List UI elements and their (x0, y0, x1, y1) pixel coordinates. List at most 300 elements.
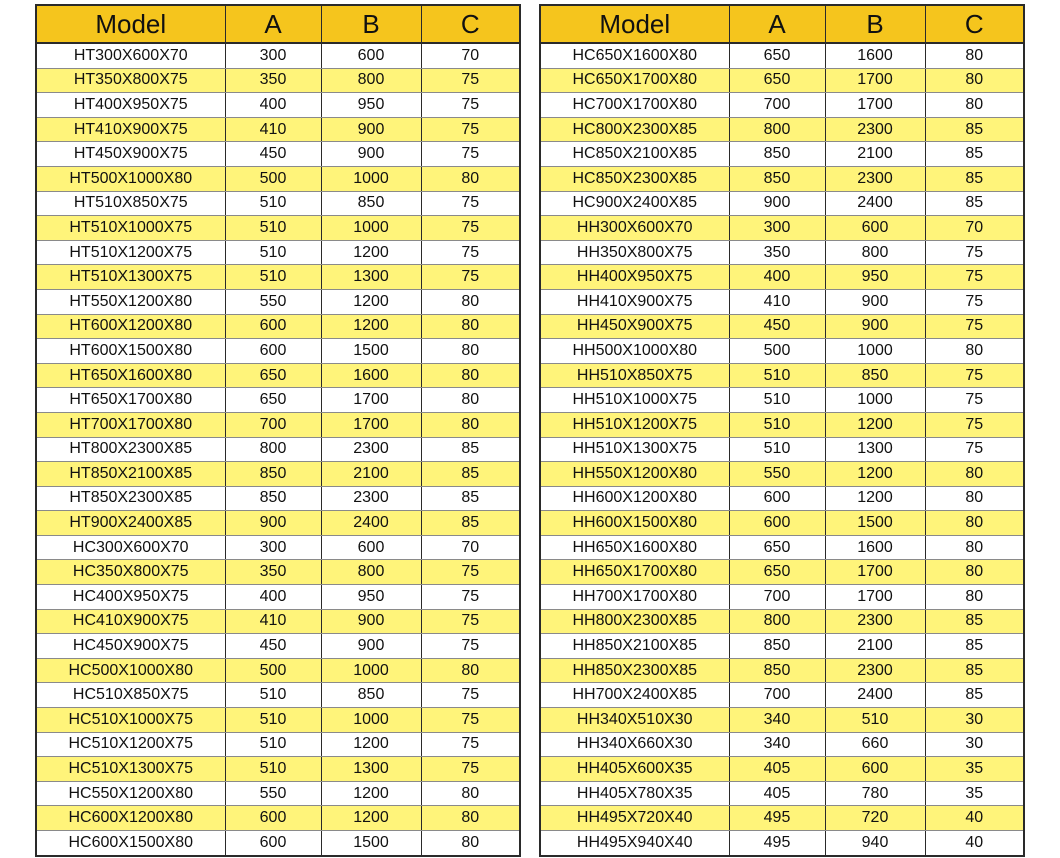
table-row (540, 43, 1024, 68)
cell-b: 1000 (825, 339, 925, 364)
cell-model: HH800X2300X85 (540, 609, 729, 634)
cell-c: 85 (925, 634, 1024, 659)
cell-model: HT500X1000X80 (36, 166, 225, 191)
table-row (36, 240, 520, 265)
table-row (36, 142, 520, 167)
table-header-row (36, 5, 520, 43)
cell-c: 70 (421, 535, 520, 560)
cell-model: HT510X1200X75 (36, 240, 225, 265)
table-row (36, 314, 520, 339)
cell-c: 85 (925, 191, 1024, 216)
table-row (36, 535, 520, 560)
cell-model: HH650X1700X80 (540, 560, 729, 585)
header-model: Model (540, 5, 729, 43)
cell-model: HC850X2300X85 (540, 166, 729, 191)
table-row (36, 388, 520, 413)
cell-b: 2300 (825, 166, 925, 191)
cell-a: 700 (729, 93, 825, 118)
header-a: A (225, 5, 321, 43)
cell-c: 75 (925, 412, 1024, 437)
cell-model: HC650X1600X80 (540, 43, 729, 68)
cell-c: 75 (421, 117, 520, 142)
cell-model: HC800X2300X85 (540, 117, 729, 142)
cell-a: 800 (729, 117, 825, 142)
cell-b: 1000 (321, 708, 421, 733)
cell-a: 650 (729, 535, 825, 560)
table-row (540, 535, 1024, 560)
table-row (540, 757, 1024, 782)
cell-c: 30 (925, 708, 1024, 733)
cell-b: 1200 (321, 289, 421, 314)
cell-c: 75 (421, 585, 520, 610)
table-row (540, 486, 1024, 511)
table-row (36, 708, 520, 733)
table-row (540, 216, 1024, 241)
cell-b: 1300 (825, 437, 925, 462)
cell-model: HT510X1000X75 (36, 216, 225, 241)
cell-c: 75 (421, 560, 520, 585)
cell-b: 900 (321, 142, 421, 167)
cell-model: HT400X950X75 (36, 93, 225, 118)
cell-model: HT600X1200X80 (36, 314, 225, 339)
cell-c: 80 (925, 43, 1024, 68)
cell-b: 2100 (825, 634, 925, 659)
table-row (36, 806, 520, 831)
cell-a: 700 (729, 683, 825, 708)
cell-model: HC650X1700X80 (540, 68, 729, 93)
cell-a: 850 (729, 634, 825, 659)
cell-c: 80 (421, 831, 520, 856)
table-row (36, 683, 520, 708)
cell-a: 550 (225, 781, 321, 806)
cell-model: HH510X1300X75 (540, 437, 729, 462)
cell-model: HH650X1600X80 (540, 535, 729, 560)
cell-c: 80 (421, 289, 520, 314)
cell-model: HH510X850X75 (540, 363, 729, 388)
cell-a: 405 (729, 781, 825, 806)
cell-c: 75 (421, 708, 520, 733)
cell-c: 40 (925, 806, 1024, 831)
cell-model: HC410X900X75 (36, 609, 225, 634)
cell-a: 400 (729, 265, 825, 290)
cell-b: 2300 (825, 658, 925, 683)
cell-c: 40 (925, 831, 1024, 856)
cell-model: HT510X850X75 (36, 191, 225, 216)
cell-model: HH400X950X75 (540, 265, 729, 290)
cell-model: HC600X1500X80 (36, 831, 225, 856)
cell-c: 80 (421, 781, 520, 806)
cell-model: HT450X900X75 (36, 142, 225, 167)
cell-b: 1300 (321, 757, 421, 782)
header-model: Model (36, 5, 225, 43)
table-row (36, 93, 520, 118)
cell-a: 350 (225, 560, 321, 585)
cell-b: 1200 (825, 486, 925, 511)
table-row (540, 511, 1024, 536)
cell-model: HH410X900X75 (540, 289, 729, 314)
cell-a: 650 (225, 388, 321, 413)
cell-model: HH850X2100X85 (540, 634, 729, 659)
cell-c: 75 (925, 363, 1024, 388)
cell-b: 660 (825, 732, 925, 757)
table-row (36, 43, 520, 68)
cell-model: HT850X2100X85 (36, 462, 225, 487)
cell-a: 510 (225, 240, 321, 265)
cell-c: 80 (421, 658, 520, 683)
cell-b: 1600 (825, 535, 925, 560)
cell-model: HC850X2100X85 (540, 142, 729, 167)
cell-c: 85 (421, 462, 520, 487)
cell-c: 75 (421, 68, 520, 93)
cell-c: 75 (421, 265, 520, 290)
cell-b: 940 (825, 831, 925, 856)
table-row (36, 831, 520, 856)
cell-b: 1200 (825, 412, 925, 437)
cell-c: 80 (421, 388, 520, 413)
cell-a: 850 (729, 658, 825, 683)
cell-a: 510 (225, 191, 321, 216)
table-row (36, 585, 520, 610)
table-row (540, 68, 1024, 93)
table-row (36, 166, 520, 191)
cell-b: 1700 (321, 388, 421, 413)
cell-model: HH495X720X40 (540, 806, 729, 831)
cell-model: HH405X780X35 (540, 781, 729, 806)
cell-a: 510 (729, 388, 825, 413)
cell-a: 410 (225, 609, 321, 634)
table-row (36, 486, 520, 511)
cell-b: 510 (825, 708, 925, 733)
table-row (540, 609, 1024, 634)
cell-b: 1300 (321, 265, 421, 290)
cell-c: 80 (421, 806, 520, 831)
table-row (36, 634, 520, 659)
table-row (540, 683, 1024, 708)
cell-b: 1200 (321, 732, 421, 757)
table-body (36, 43, 520, 856)
table-row (36, 511, 520, 536)
cell-a: 510 (225, 265, 321, 290)
cell-c: 80 (421, 339, 520, 364)
table-row (540, 363, 1024, 388)
cell-c: 75 (421, 142, 520, 167)
table-row (540, 781, 1024, 806)
cell-a: 600 (225, 806, 321, 831)
cell-b: 1700 (825, 585, 925, 610)
cell-c: 75 (421, 757, 520, 782)
cell-b: 1600 (321, 363, 421, 388)
cell-b: 1600 (825, 43, 925, 68)
cell-c: 85 (421, 437, 520, 462)
cell-model: HT410X900X75 (36, 117, 225, 142)
table-row (540, 339, 1024, 364)
cell-a: 600 (729, 486, 825, 511)
cell-a: 800 (729, 609, 825, 634)
cell-b: 900 (321, 609, 421, 634)
cell-model: HT850X2300X85 (36, 486, 225, 511)
cell-b: 1500 (321, 831, 421, 856)
cell-model: HH510X1000X75 (540, 388, 729, 413)
cell-a: 650 (729, 560, 825, 585)
cell-model: HH450X900X75 (540, 314, 729, 339)
cell-model: HC400X950X75 (36, 585, 225, 610)
table-row (36, 339, 520, 364)
table-row (540, 658, 1024, 683)
cell-a: 350 (729, 240, 825, 265)
cell-b: 1000 (321, 658, 421, 683)
cell-b: 2400 (825, 683, 925, 708)
cell-b: 950 (321, 93, 421, 118)
cell-c: 80 (925, 511, 1024, 536)
cell-c: 85 (421, 486, 520, 511)
cell-a: 650 (225, 363, 321, 388)
header-c: C (925, 5, 1024, 43)
cell-a: 510 (225, 757, 321, 782)
spec-table-left (35, 4, 521, 857)
cell-b: 2300 (825, 609, 925, 634)
cell-a: 510 (225, 708, 321, 733)
cell-model: HT900X2400X85 (36, 511, 225, 536)
table-body (540, 43, 1024, 856)
table-row (36, 68, 520, 93)
table-row (540, 560, 1024, 585)
cell-model: HT300X600X70 (36, 43, 225, 68)
cell-b: 2300 (825, 117, 925, 142)
cell-model: HH340X510X30 (540, 708, 729, 733)
cell-b: 900 (321, 117, 421, 142)
cell-a: 510 (729, 363, 825, 388)
table-row (540, 93, 1024, 118)
cell-b: 950 (321, 585, 421, 610)
header-a: A (729, 5, 825, 43)
cell-model: HH600X1500X80 (540, 511, 729, 536)
cell-b: 2300 (321, 437, 421, 462)
cell-c: 80 (421, 314, 520, 339)
cell-c: 35 (925, 757, 1024, 782)
table-row (540, 462, 1024, 487)
cell-a: 700 (225, 412, 321, 437)
cell-model: HT600X1500X80 (36, 339, 225, 364)
cell-model: HC450X900X75 (36, 634, 225, 659)
cell-c: 75 (925, 314, 1024, 339)
cell-b: 1500 (825, 511, 925, 536)
cell-b: 2100 (825, 142, 925, 167)
cell-a: 650 (729, 43, 825, 68)
cell-a: 900 (729, 191, 825, 216)
cell-a: 600 (729, 511, 825, 536)
table-row (540, 585, 1024, 610)
cell-a: 500 (729, 339, 825, 364)
cell-b: 900 (825, 289, 925, 314)
table-row (36, 117, 520, 142)
cell-a: 500 (225, 166, 321, 191)
table-row (36, 412, 520, 437)
cell-c: 80 (421, 363, 520, 388)
cell-model: HC510X1000X75 (36, 708, 225, 733)
cell-model: HC350X800X75 (36, 560, 225, 585)
cell-a: 450 (729, 314, 825, 339)
cell-model: HT650X1600X80 (36, 363, 225, 388)
cell-b: 850 (321, 191, 421, 216)
table-row (540, 412, 1024, 437)
table-row (36, 658, 520, 683)
cell-b: 2300 (321, 486, 421, 511)
table-row (540, 314, 1024, 339)
cell-c: 70 (421, 43, 520, 68)
cell-model: HH850X2300X85 (540, 658, 729, 683)
cell-a: 495 (729, 806, 825, 831)
cell-c: 75 (421, 634, 520, 659)
spec-table-right (539, 4, 1025, 857)
cell-c: 75 (421, 683, 520, 708)
cell-c: 75 (421, 732, 520, 757)
cell-model: HH500X1000X80 (540, 339, 729, 364)
cell-a: 500 (225, 658, 321, 683)
cell-b: 800 (825, 240, 925, 265)
table-row (540, 191, 1024, 216)
cell-a: 510 (225, 683, 321, 708)
cell-c: 30 (925, 732, 1024, 757)
cell-c: 80 (925, 560, 1024, 585)
cell-b: 600 (825, 216, 925, 241)
cell-b: 1700 (825, 560, 925, 585)
cell-a: 900 (225, 511, 321, 536)
cell-a: 600 (225, 339, 321, 364)
cell-a: 405 (729, 757, 825, 782)
cell-c: 80 (925, 585, 1024, 610)
header-c: C (421, 5, 520, 43)
cell-b: 1200 (825, 462, 925, 487)
table-row (36, 363, 520, 388)
cell-model: HT800X2300X85 (36, 437, 225, 462)
cell-b: 1200 (321, 781, 421, 806)
cell-c: 75 (421, 609, 520, 634)
cell-c: 85 (925, 166, 1024, 191)
cell-a: 650 (729, 68, 825, 93)
cell-a: 510 (225, 732, 321, 757)
cell-c: 80 (925, 339, 1024, 364)
cell-c: 75 (925, 289, 1024, 314)
cell-a: 300 (729, 216, 825, 241)
cell-c: 80 (421, 166, 520, 191)
cell-a: 400 (225, 93, 321, 118)
cell-a: 300 (225, 535, 321, 560)
cell-b: 850 (825, 363, 925, 388)
cell-b: 600 (321, 43, 421, 68)
cell-b: 1700 (825, 68, 925, 93)
cell-c: 85 (925, 609, 1024, 634)
cell-model: HC510X1200X75 (36, 732, 225, 757)
table-row (540, 732, 1024, 757)
table-row (540, 634, 1024, 659)
cell-b: 950 (825, 265, 925, 290)
table-row (540, 265, 1024, 290)
cell-a: 550 (225, 289, 321, 314)
cell-a: 850 (729, 142, 825, 167)
table-row (540, 806, 1024, 831)
cell-model: HC700X1700X80 (540, 93, 729, 118)
cell-a: 550 (729, 462, 825, 487)
cell-b: 1200 (321, 806, 421, 831)
cell-model: HT650X1700X80 (36, 388, 225, 413)
cell-model: HC300X600X70 (36, 535, 225, 560)
cell-b: 780 (825, 781, 925, 806)
cell-c: 80 (925, 535, 1024, 560)
cell-b: 720 (825, 806, 925, 831)
cell-c: 70 (925, 216, 1024, 241)
cell-a: 300 (225, 43, 321, 68)
header-b: B (825, 5, 925, 43)
table-row (36, 191, 520, 216)
cell-model: HC600X1200X80 (36, 806, 225, 831)
cell-a: 600 (225, 831, 321, 856)
cell-c: 35 (925, 781, 1024, 806)
cell-b: 850 (321, 683, 421, 708)
cell-a: 450 (225, 142, 321, 167)
cell-b: 2400 (825, 191, 925, 216)
table-row (540, 166, 1024, 191)
cell-model: HT550X1200X80 (36, 289, 225, 314)
cell-b: 1000 (321, 216, 421, 241)
cell-c: 75 (421, 240, 520, 265)
table-row (36, 462, 520, 487)
table-row (36, 732, 520, 757)
cell-model: HC550X1200X80 (36, 781, 225, 806)
cell-c: 85 (925, 683, 1024, 708)
table-row (540, 388, 1024, 413)
cell-model: HT510X1300X75 (36, 265, 225, 290)
table-row (36, 265, 520, 290)
cell-b: 1700 (825, 93, 925, 118)
table-header-row (540, 5, 1024, 43)
cell-b: 1000 (321, 166, 421, 191)
cell-b: 1700 (321, 412, 421, 437)
cell-b: 1200 (321, 314, 421, 339)
cell-b: 900 (321, 634, 421, 659)
cell-model: HT350X800X75 (36, 68, 225, 93)
cell-model: HH340X660X30 (540, 732, 729, 757)
cell-c: 75 (925, 437, 1024, 462)
cell-c: 75 (925, 388, 1024, 413)
table-row (36, 560, 520, 585)
table-row (540, 708, 1024, 733)
cell-model: HH600X1200X80 (540, 486, 729, 511)
cell-c: 85 (925, 658, 1024, 683)
cell-b: 1500 (321, 339, 421, 364)
cell-a: 850 (729, 166, 825, 191)
cell-a: 495 (729, 831, 825, 856)
cell-c: 85 (925, 142, 1024, 167)
cell-a: 700 (729, 585, 825, 610)
table-row (540, 117, 1024, 142)
table-row (540, 831, 1024, 856)
cell-a: 410 (729, 289, 825, 314)
cell-b: 2400 (321, 511, 421, 536)
cell-c: 75 (421, 191, 520, 216)
cell-c: 80 (925, 68, 1024, 93)
cell-b: 800 (321, 560, 421, 585)
table-row (36, 437, 520, 462)
cell-model: HC510X1300X75 (36, 757, 225, 782)
table-row (36, 289, 520, 314)
cell-c: 75 (421, 93, 520, 118)
table-row (540, 142, 1024, 167)
cell-b: 800 (321, 68, 421, 93)
cell-b: 600 (321, 535, 421, 560)
cell-a: 350 (225, 68, 321, 93)
cell-model: HH700X2400X85 (540, 683, 729, 708)
cell-b: 900 (825, 314, 925, 339)
